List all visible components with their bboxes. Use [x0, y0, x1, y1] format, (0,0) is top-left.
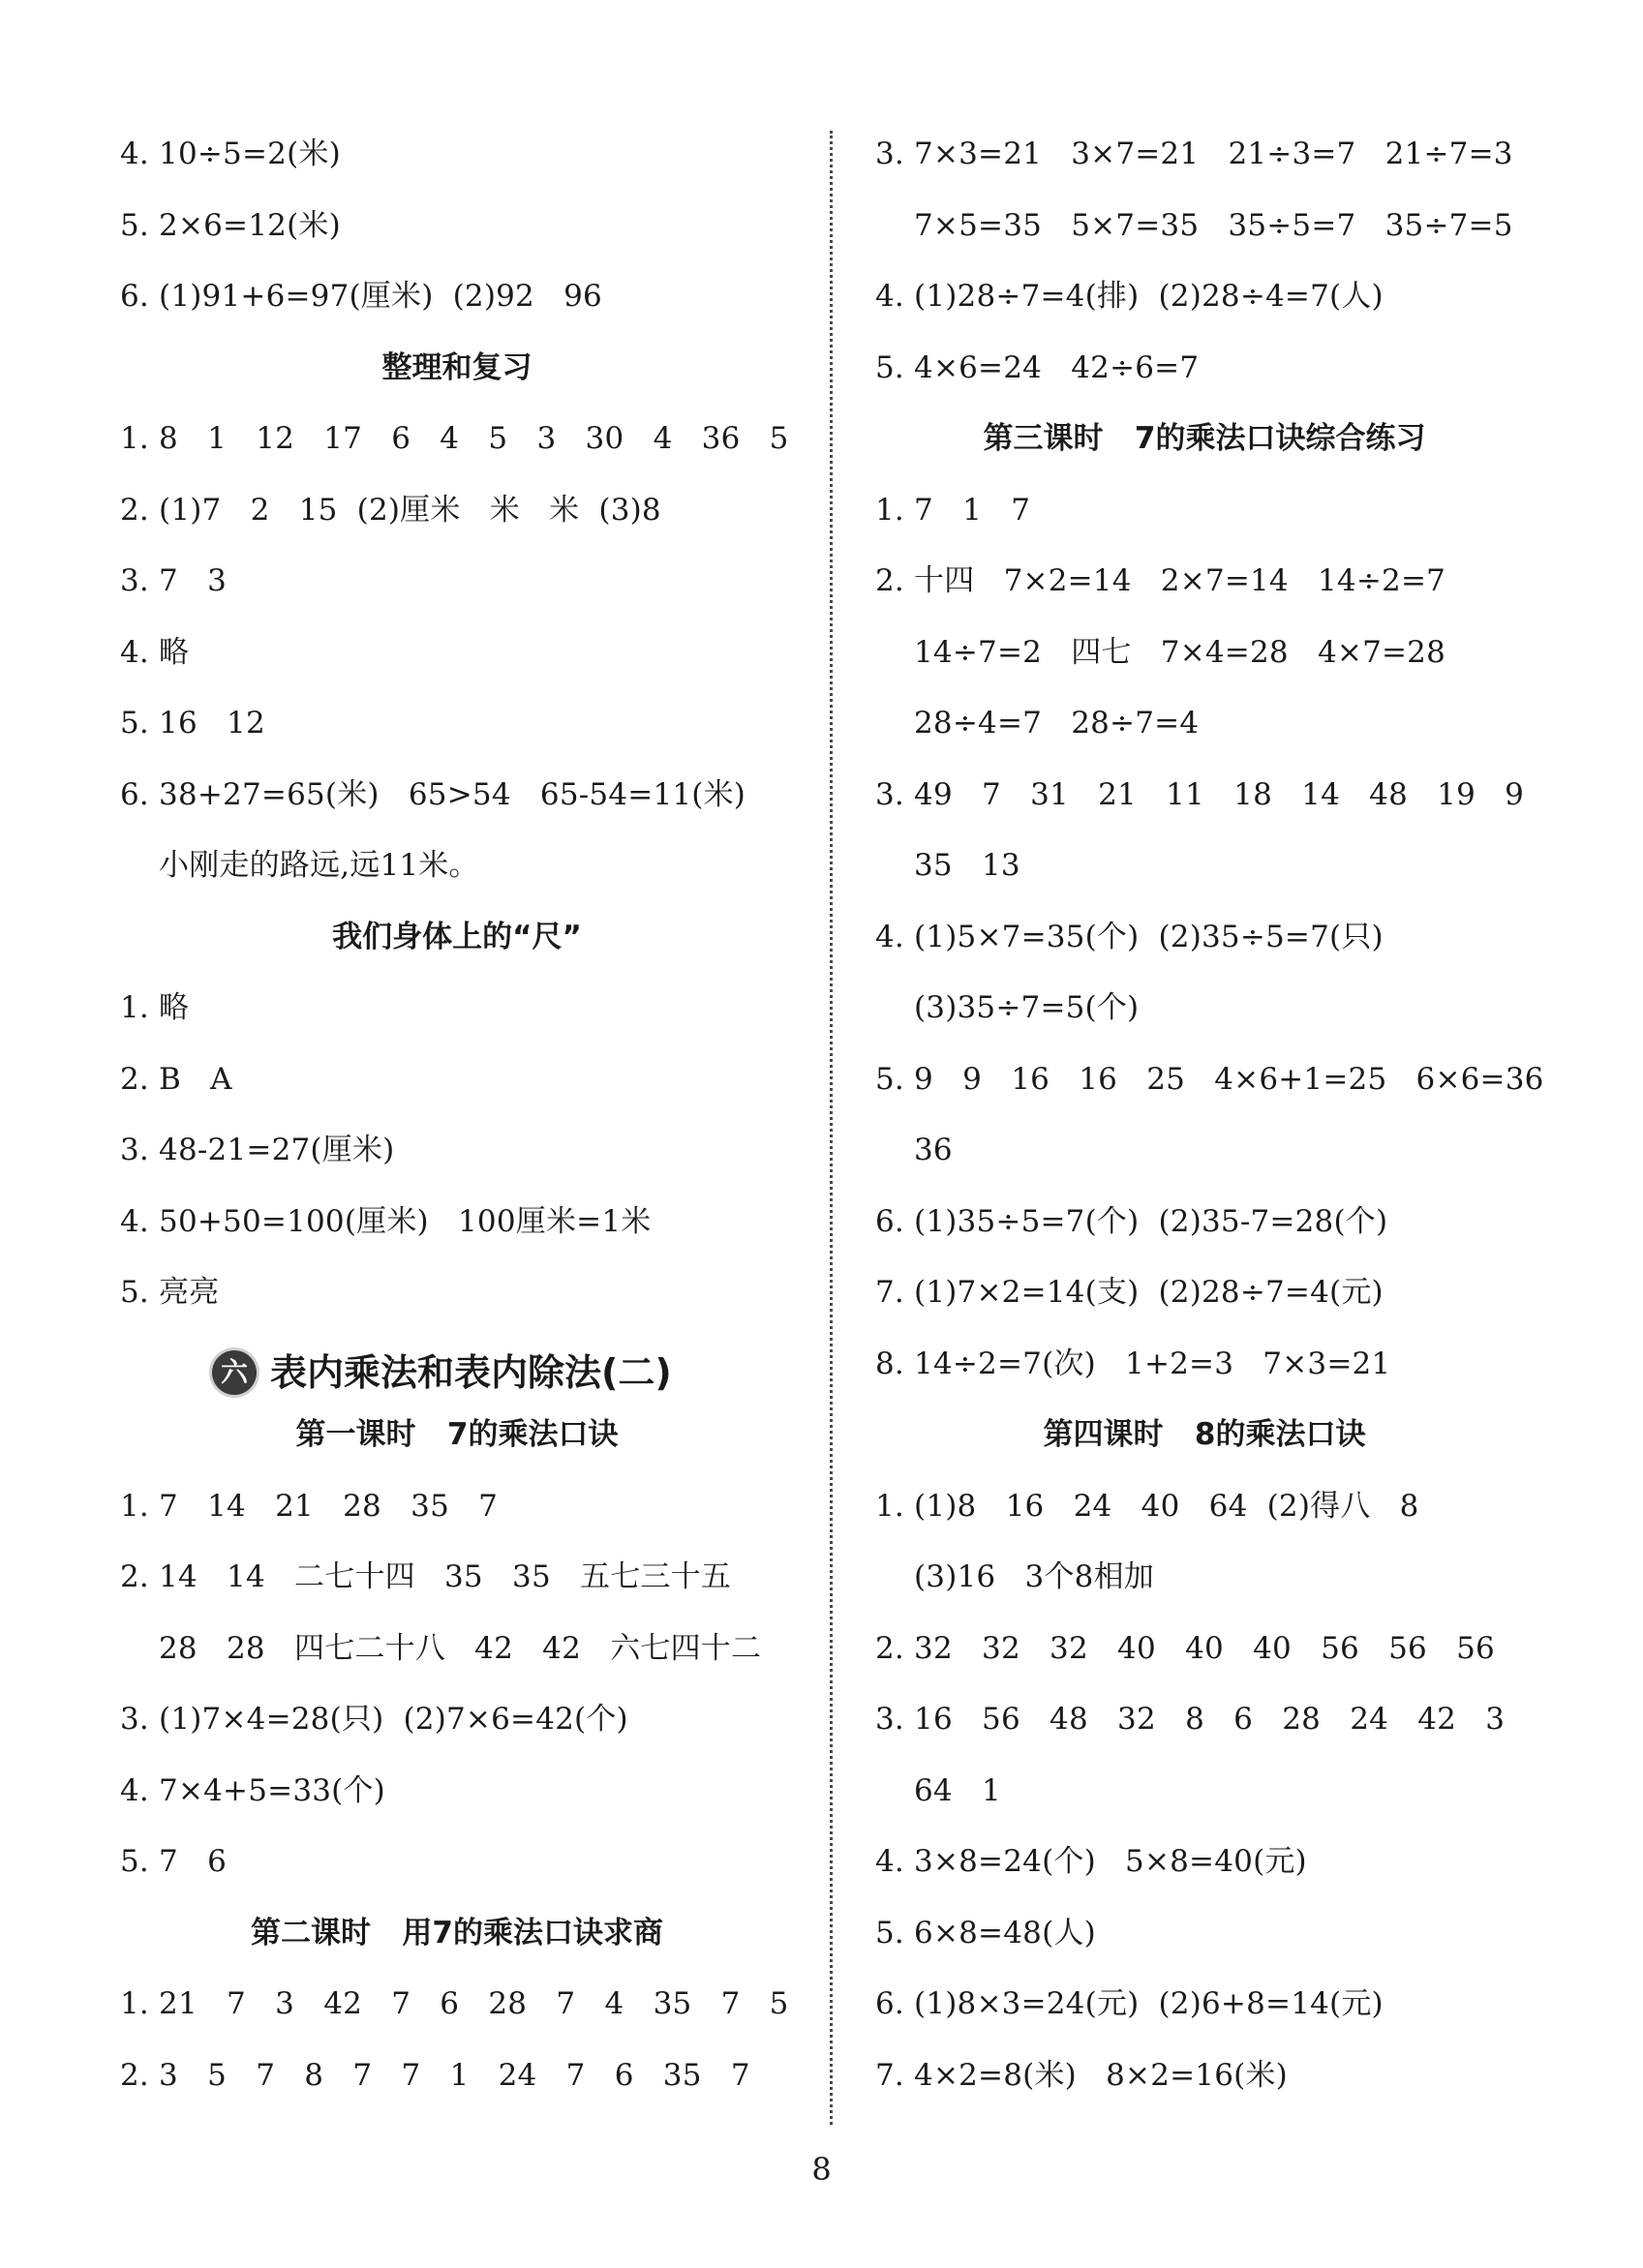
- right-column: [875, 128, 1544, 2120]
- answer-line: 4. 50+50=100(厘米) 100厘米=1米: [120, 1203, 652, 1239]
- answer-line: 2. 3 5 7 8 7 7 1 24 7 6 35 7: [120, 2057, 750, 2093]
- answer-line: 5. 6×8=48(人): [875, 1915, 1096, 1950]
- answer-line: 4. 略: [120, 634, 190, 670]
- answer-line: 6. 38+27=65(米) 65>54 65-54=11(米): [120, 776, 746, 812]
- answer-line: 3. 7 3: [120, 563, 228, 598]
- answer-line: 4. (1)28÷7=4(排) (2)28÷4=7(人): [875, 279, 1384, 314]
- answer-continuation: 28÷4=7 28÷7=4: [914, 706, 1200, 741]
- answer-continuation: 7×5=35 5×7=35 35÷5=7 35÷7=5: [914, 207, 1513, 243]
- answer-line: 2. 32 32 32 40 40 40 56 56 56: [875, 1630, 1495, 1666]
- answer-continuation: 28 28 四七二十八 42 42 六七四十二: [159, 1630, 762, 1666]
- answer-line: 1. 8 1 12 17 6 4 5 3 30 4 36 5: [120, 421, 789, 456]
- section-heading: 第四课时 8的乘法口诀: [1043, 1417, 1366, 1452]
- section-heading: 整理和复习: [381, 349, 532, 385]
- answer-line: 5. 16 12: [120, 706, 265, 741]
- answer-line: 4. (1)5×7=35(个) (2)35÷5=7(只): [875, 919, 1384, 954]
- answer-continuation: 64 1: [914, 1772, 1001, 1808]
- answer-line: 8. 14÷2=7(次) 1+2=3 7×3=21: [875, 1346, 1391, 1381]
- left-column: [120, 128, 794, 2120]
- section-heading: 第一课时 7的乘法口诀: [295, 1417, 619, 1452]
- section-heading: 第三课时 7的乘法口诀综合练习: [983, 421, 1426, 456]
- answer-line: 7. (1)7×2=14(支) (2)28÷7=4(元): [875, 1275, 1384, 1310]
- answer-line: 1. 21 7 3 42 7 6 28 7 4 35 7 5: [120, 1986, 789, 2021]
- answer-continuation: (3)35÷7=5(个): [914, 990, 1140, 1025]
- answer-line: 3. 48-21=27(厘米): [120, 1133, 395, 1167]
- column-divider: [830, 131, 833, 2125]
- answer-line: 2. (1)7 2 15 (2)厘米 米 米 (3)8: [120, 492, 661, 528]
- answer-line: 2. B A: [120, 1061, 232, 1097]
- answer-line: 6. (1)91+6=97(厘米) (2)92 96: [120, 279, 602, 314]
- answer-line: 2. 14 14 二七十四 35 35 五七三十五: [120, 1559, 732, 1594]
- answer-continuation: 36: [914, 1133, 953, 1167]
- answer-line: 5. 7 6: [120, 1844, 228, 1879]
- answer-line: 2. 十四 7×2=14 2×7=14 14÷2=7: [875, 563, 1446, 598]
- answer-line: 1. (1)8 16 24 40 64 (2)得八 8: [875, 1488, 1419, 1524]
- answer-line: 1. 7 1 7: [875, 492, 1031, 528]
- chapter-title-text: 表内乘法和表内除法(二): [270, 1351, 672, 1395]
- answer-line: 3. (1)7×4=28(只) (2)7×6=42(个): [120, 1702, 628, 1737]
- answer-line: 4. 3×8=24(个) 5×8=40(元): [875, 1844, 1307, 1879]
- answer-continuation: 35 13: [914, 848, 1020, 883]
- answer-line: 1. 略: [120, 990, 190, 1025]
- answer-line: 4. 10÷5=2(米): [120, 136, 341, 171]
- answer-continuation: 小刚走的路远,远11米。: [159, 848, 479, 883]
- answer-line: 5. 9 9 16 16 25 4×6+1=25 6×6=36: [875, 1061, 1544, 1097]
- section-heading: 我们身体上的“尺”: [332, 919, 582, 954]
- answer-line: 3. 49 7 31 21 11 18 14 48 19 9: [875, 776, 1525, 812]
- answer-line: 3. 16 56 48 32 8 6 28 24 42 3: [875, 1702, 1506, 1737]
- answer-line: 3. 7×3=21 3×7=21 21÷3=7 21÷7=3: [875, 136, 1513, 171]
- answer-line: 7. 4×2=8(米) 8×2=16(米): [875, 2057, 1288, 2093]
- chapter-title: [120, 1338, 794, 1409]
- answer-line: 5. 4×6=24 42÷6=7: [875, 349, 1200, 385]
- answer-line: 4. 7×4+5=33(个): [120, 1772, 385, 1808]
- answer-continuation: (3)16 3个8相加: [914, 1559, 1154, 1594]
- answer-line: 6. (1)8×3=24(元) (2)6+8=14(元): [875, 1986, 1384, 2021]
- answer-continuation: 14÷7=2 四七 7×4=28 4×7=28: [914, 634, 1446, 670]
- page-number: 8: [811, 2151, 832, 2188]
- answer-line: 6. (1)35÷5=7(个) (2)35-7=28(个): [875, 1203, 1388, 1239]
- answer-line: 5. 2×6=12(米): [120, 207, 341, 243]
- answer-line: 1. 7 14 21 28 35 7: [120, 1488, 499, 1524]
- section-heading: 第二课时 用7的乘法口诀求商: [251, 1915, 663, 1950]
- answer-line: 5. 亮亮: [120, 1275, 220, 1310]
- chapter-number-badge: 六: [212, 1350, 257, 1395]
